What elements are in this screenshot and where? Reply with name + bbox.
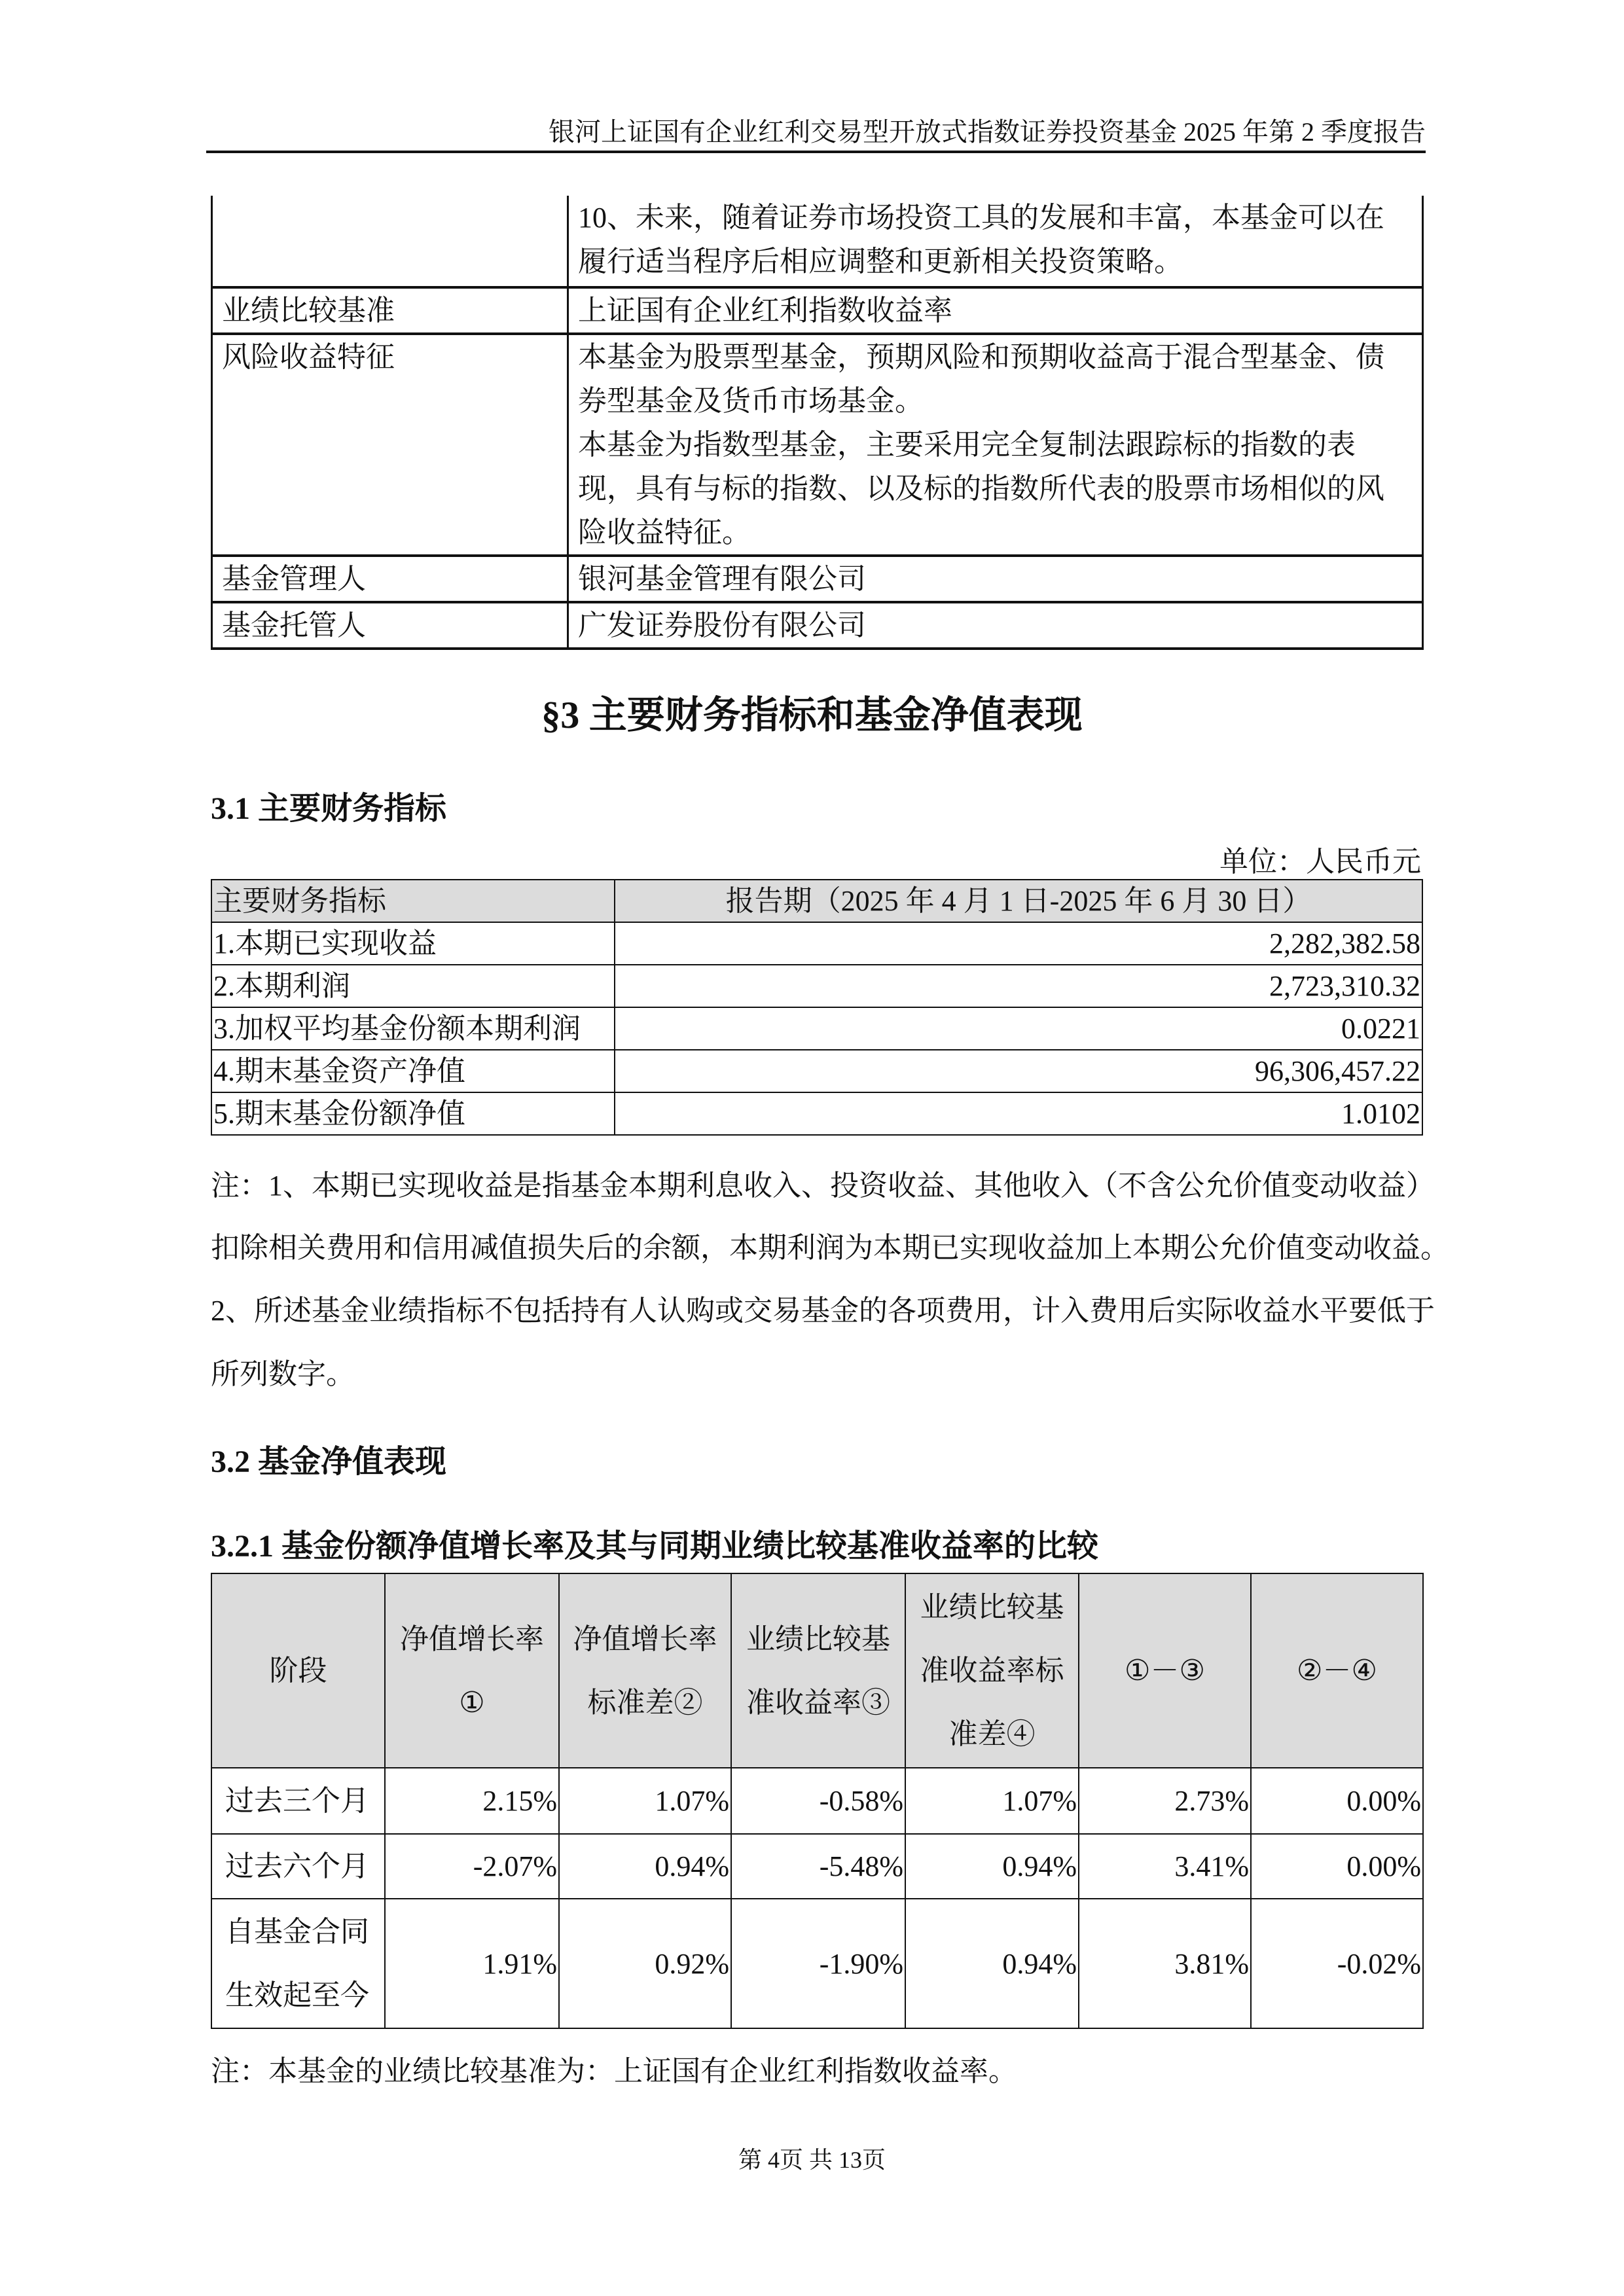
- table-header-row: [211, 1573, 1423, 1768]
- value-cell: 0.94%: [559, 1834, 731, 1899]
- section-3-2-1-title: 3.2.1 基金份额净值增长率及其与同期业绩比较基准收益率的比较: [211, 1529, 1099, 1564]
- indicator-value: 1.0102: [615, 1092, 1422, 1135]
- period-label: [211, 1899, 385, 2028]
- section-3-2-title: 3.2 基金净值表现: [211, 1444, 447, 1479]
- value-cell: 2.73%: [1079, 1768, 1251, 1834]
- label-line: 自基金合同: [225, 1916, 369, 1948]
- row-label: 基金托管人: [212, 602, 568, 649]
- table-row: [211, 965, 1422, 1007]
- header-line: 准差④: [948, 1718, 1036, 1750]
- row-label: 业绩比较基准: [212, 287, 568, 334]
- header-line: ②－④: [1297, 1655, 1377, 1687]
- text-line: 本基金为股票型基金，预期风险和预期收益高于混合型基金、债: [578, 341, 1384, 373]
- value-cell: -2.07%: [385, 1834, 559, 1899]
- text-line: 10、未来，随着证券市场投资工具的发展和丰富，本基金可以在: [578, 202, 1384, 234]
- indicator-value: 2,723,310.32: [615, 965, 1422, 1007]
- indicator-name: 1.本期已实现收益: [211, 922, 615, 965]
- table-row: [211, 1899, 1423, 2028]
- period-label: 过去六个月: [211, 1834, 385, 1899]
- value-cell: 1.07%: [905, 1768, 1079, 1834]
- indicator-name: 4.期末基金资产净值: [211, 1050, 615, 1092]
- value-cell: 2.15%: [385, 1768, 559, 1834]
- table-row: [211, 1092, 1422, 1135]
- text-line: 履行适当程序后相应调整和更新相关投资策略。: [578, 245, 1183, 278]
- table-row: [211, 1007, 1422, 1050]
- header-line: 业绩比较基: [746, 1623, 890, 1655]
- indicator-value: 2,282,382.58: [615, 922, 1422, 965]
- value-cell: 0.92%: [559, 1899, 731, 2028]
- note-line: 2、所述基金业绩指标不包括持有人认购或交易基金的各项费用，计入费用后实际收益水平要低于: [211, 1295, 1435, 1327]
- value-cell: 0.00%: [1251, 1834, 1423, 1899]
- header-cell: [1079, 1573, 1251, 1768]
- table-row: [211, 1768, 1423, 1834]
- label-line: 生效起至今: [225, 1979, 369, 2011]
- table-row: [212, 602, 1423, 649]
- text-line: 券型基金及货币市场基金。: [578, 385, 924, 417]
- header-rule: [206, 151, 1426, 153]
- value-cell: 3.41%: [1079, 1834, 1251, 1899]
- indicator-value: 0.0221: [615, 1007, 1422, 1050]
- header-line: ①: [459, 1686, 485, 1719]
- value-cell: 1.07%: [559, 1768, 731, 1834]
- header-cell: [559, 1573, 731, 1768]
- fund-overview-table: [211, 196, 1424, 650]
- value-cell: 3.81%: [1079, 1899, 1251, 2028]
- unit-label: 单位：人民币元: [1219, 846, 1421, 878]
- row-label: 风险收益特征: [212, 334, 568, 556]
- page-number: 第 4页 共 13页: [738, 2147, 886, 2173]
- text-line: 现，具有与标的指数、以及标的指数所代表的股票市场相似的风: [578, 473, 1384, 505]
- header-line: 净值增长率: [400, 1623, 544, 1655]
- value-cell: 0.00%: [1251, 1768, 1423, 1834]
- header-cell: 报告期（2025 年 4 月 1 日-2025 年 6 月 30 日）: [615, 880, 1422, 922]
- value-cell: -5.48%: [731, 1834, 905, 1899]
- note-line: 所列数字。: [211, 1358, 355, 1390]
- row-label: 基金管理人: [212, 556, 568, 602]
- header-line: 标准差②: [587, 1686, 703, 1719]
- financial-indicators-table: [211, 879, 1423, 1136]
- note-line: 扣除相关费用和信用减值损失后的余额，本期利润为本期已实现收益加上本期公允价值变动收益。: [211, 1232, 1449, 1264]
- section-3-title: §3 主要财务指标和基金净值表现: [541, 694, 1083, 736]
- section-3-1-title: 3.1 主要财务指标: [211, 791, 447, 826]
- table-row: [211, 922, 1422, 965]
- header-line: 净值增长率: [573, 1623, 717, 1655]
- value-cell: 0.94%: [905, 1899, 1079, 2028]
- table-row: [212, 287, 1423, 334]
- header-cell: [1251, 1573, 1423, 1768]
- row-label: [212, 196, 568, 287]
- table-header-row: [211, 880, 1422, 922]
- table-row: [212, 334, 1423, 556]
- table-row: [212, 196, 1423, 287]
- report-header-title: 银河上证国有企业红利交易型开放式指数证券投资基金 2025 年第 2 季度报告: [549, 117, 1426, 147]
- indicator-name: 5.期末基金份额净值: [211, 1092, 615, 1135]
- header-line: 阶段: [269, 1655, 327, 1687]
- row-value: [568, 196, 1423, 287]
- header-line: 准收益率③: [746, 1686, 890, 1719]
- value-cell: 1.91%: [385, 1899, 559, 2028]
- header-cell: [905, 1573, 1079, 1768]
- header-cell: [385, 1573, 559, 1768]
- row-value: [568, 334, 1423, 556]
- table-row: [211, 1050, 1422, 1092]
- period-label: 过去三个月: [211, 1768, 385, 1834]
- benchmark-note: 注：本基金的业绩比较基准为：上证国有企业红利指数收益率。: [211, 2055, 1017, 2087]
- indicator-name: 2.本期利润: [211, 965, 615, 1007]
- row-value: 广发证券股份有限公司: [568, 602, 1423, 649]
- indicator-name: 3.加权平均基金份额本期利润: [211, 1007, 615, 1050]
- header-line: 业绩比较基: [920, 1591, 1064, 1623]
- nav-growth-comparison-table: [211, 1573, 1424, 2029]
- value-cell: -0.58%: [731, 1768, 905, 1834]
- value-cell: -0.02%: [1251, 1899, 1423, 2028]
- header-line: 准收益率标: [920, 1655, 1064, 1687]
- value-cell: 0.94%: [905, 1834, 1079, 1899]
- row-value: 上证国有企业红利指数收益率: [568, 287, 1423, 334]
- row-value: 银河基金管理有限公司: [568, 556, 1423, 602]
- text-line: 险收益特征。: [578, 516, 751, 548]
- header-cell: [211, 1573, 385, 1768]
- table-row: [212, 556, 1423, 602]
- header-cell: [731, 1573, 905, 1768]
- text-line: 本基金为指数型基金，主要采用完全复制法跟踪标的指数的表: [578, 429, 1356, 461]
- value-cell: -1.90%: [731, 1899, 905, 2028]
- header-line: ①－③: [1125, 1655, 1205, 1687]
- header-cell: 主要财务指标: [211, 880, 615, 922]
- note-line: 注：1、本期已实现收益是指基金本期利息收入、投资收益、其他收入（不含公允价值变动收益）: [211, 1170, 1435, 1202]
- indicator-value: 96,306,457.22: [615, 1050, 1422, 1092]
- table-row: [211, 1834, 1423, 1899]
